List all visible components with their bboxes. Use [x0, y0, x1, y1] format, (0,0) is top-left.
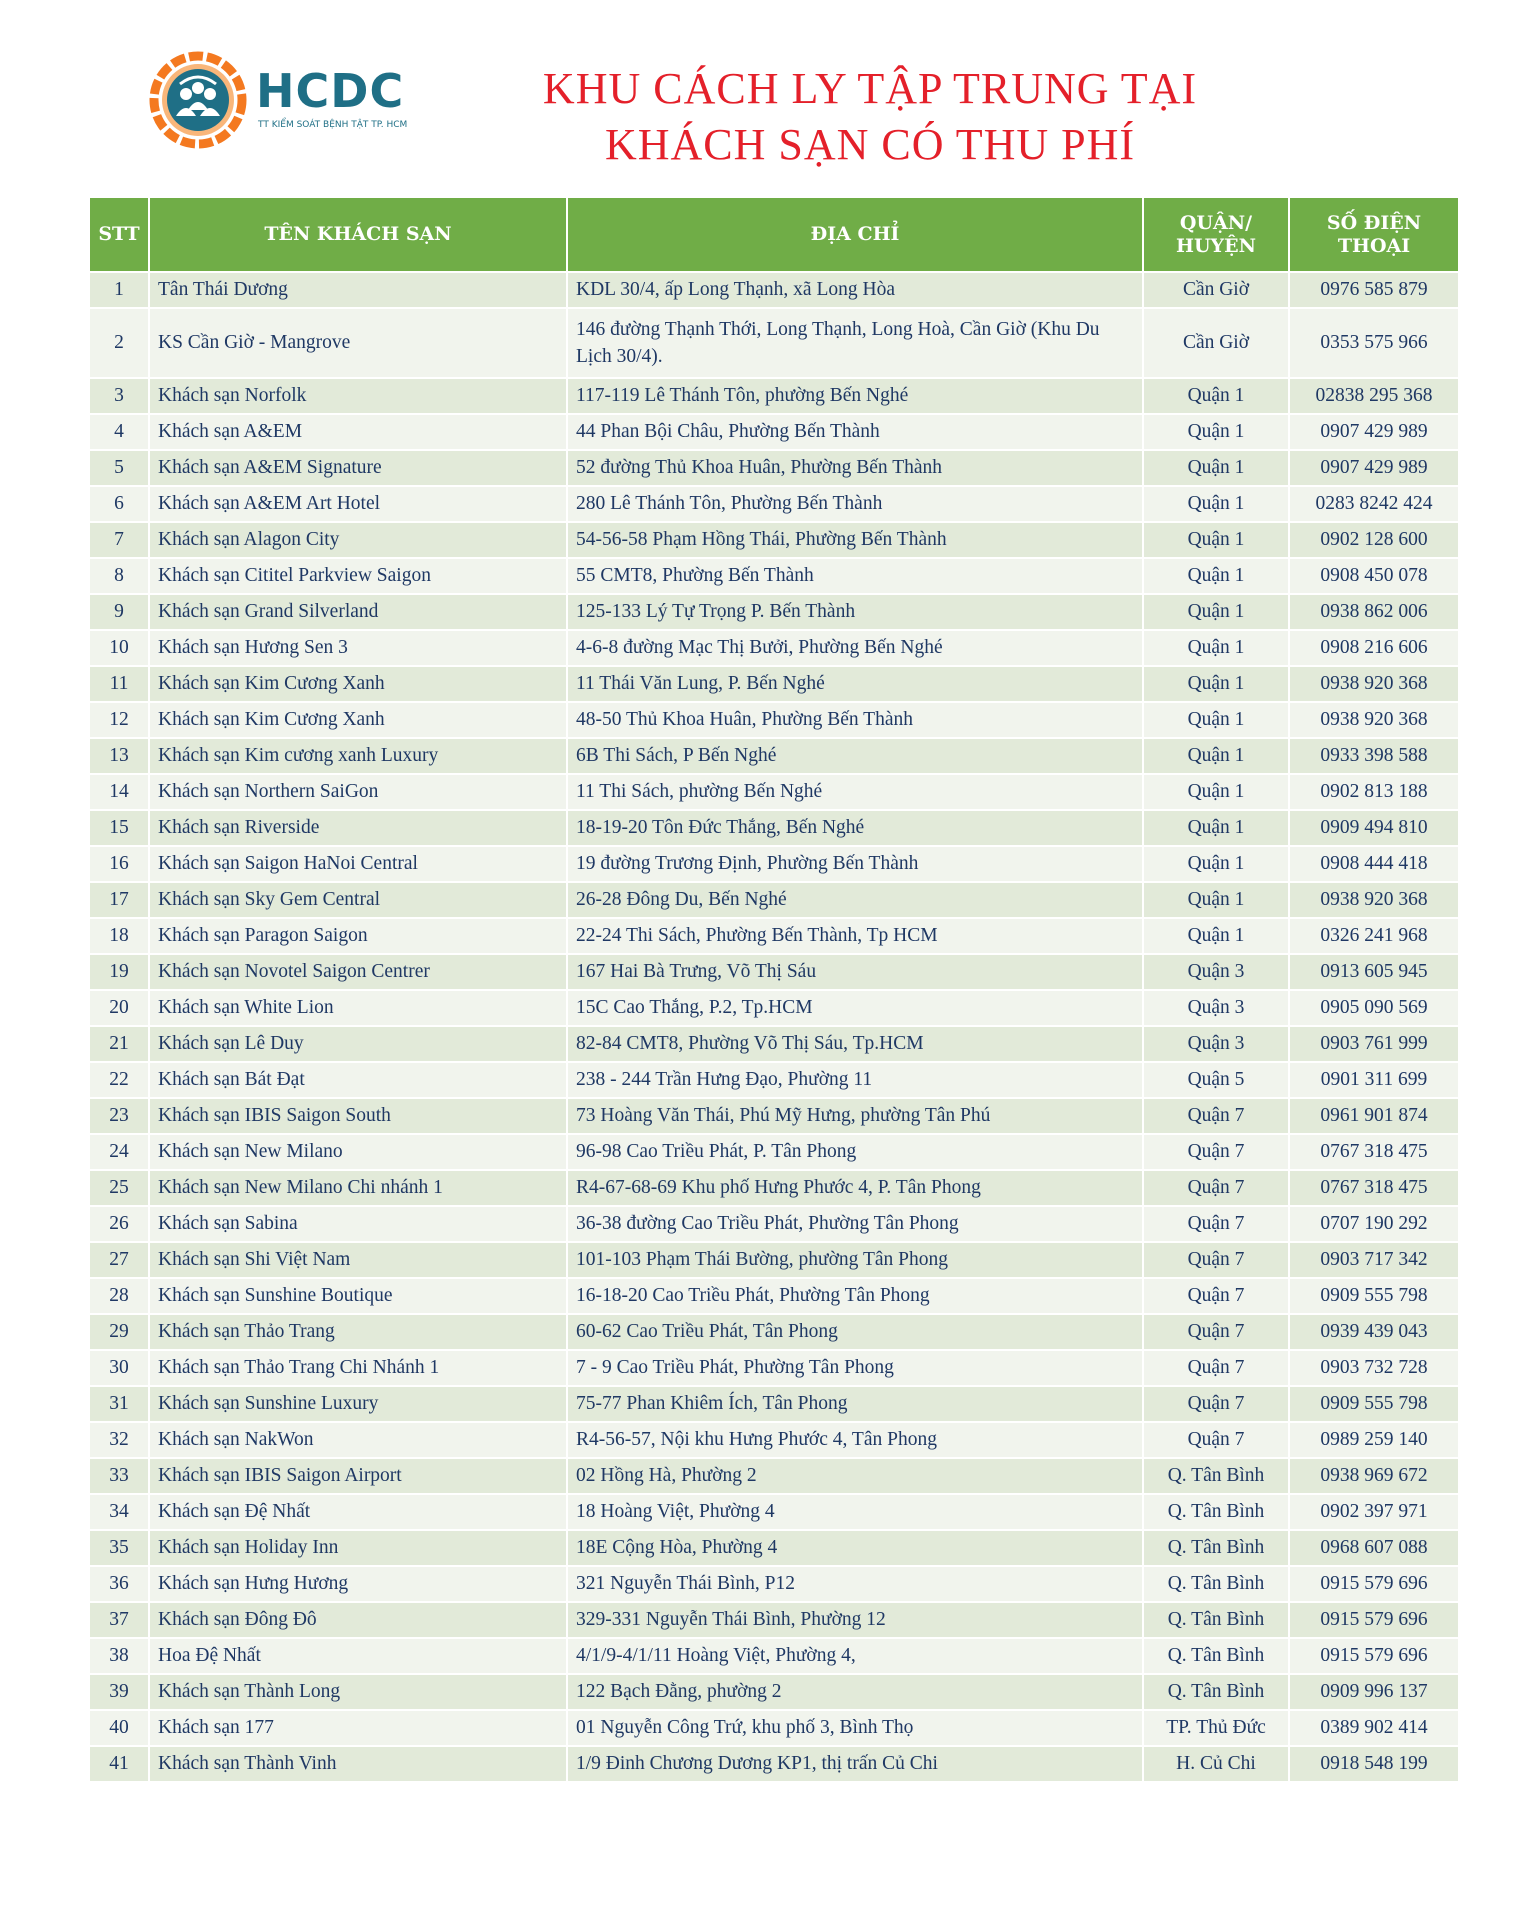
cell-address: 96-98 Cao Triều Phát, P. Tân Phong: [567, 1134, 1143, 1170]
table-row: [89, 810, 1459, 846]
cell-phone: 0918 548 199: [1289, 1746, 1459, 1782]
table-row: [89, 1206, 1459, 1242]
cell-district: Quận 1: [1143, 774, 1289, 810]
cell-phone: 0968 607 088: [1289, 1530, 1459, 1566]
cell-phone: 0915 579 696: [1289, 1638, 1459, 1674]
cell-address: 117-119 Lê Thánh Tôn, phường Bến Nghé: [567, 378, 1143, 414]
table-row: [89, 1170, 1459, 1206]
cell-address: 54-56-58 Phạm Hồng Thái, Phường Bến Thành: [567, 522, 1143, 558]
cell-address: 125-133 Lý Tự Trọng P. Bến Thành: [567, 594, 1143, 630]
cell-stt: 32: [89, 1422, 149, 1458]
cell-district: Quận 1: [1143, 450, 1289, 486]
cell-phone: 0938 862 006: [1289, 594, 1459, 630]
logo-name: HCDC: [256, 64, 405, 118]
cell-address: 22-24 Thi Sách, Phường Bến Thành, Tp HCM: [567, 918, 1143, 954]
cell-stt: 19: [89, 954, 149, 990]
cell-district: Quận 7: [1143, 1350, 1289, 1386]
cell-hotel-name: Khách sạn Đệ Nhất: [149, 1494, 567, 1530]
cell-address: 60-62 Cao Triều Phát, Tân Phong: [567, 1314, 1143, 1350]
cell-phone: 0976 585 879: [1289, 272, 1459, 308]
cell-stt: 4: [89, 414, 149, 450]
cell-address: KDL 30/4, ấp Long Thạnh, xã Long Hòa: [567, 272, 1143, 308]
cell-stt: 20: [89, 990, 149, 1026]
cell-hotel-name: Khách sạn NakWon: [149, 1422, 567, 1458]
cell-phone: 0938 920 368: [1289, 666, 1459, 702]
cell-district: Quận 1: [1143, 738, 1289, 774]
cell-stt: 5: [89, 450, 149, 486]
table-row: [89, 1530, 1459, 1566]
hotel-table: [88, 196, 1460, 1783]
cell-address: 26-28 Đông Du, Bến Nghé: [567, 882, 1143, 918]
cell-district: Quận 7: [1143, 1242, 1289, 1278]
table-row: [89, 1242, 1459, 1278]
cell-district: Quận 1: [1143, 414, 1289, 450]
cell-stt: 29: [89, 1314, 149, 1350]
cell-stt: 2: [89, 308, 149, 378]
cell-district: Quận 1: [1143, 846, 1289, 882]
cell-phone: 0933 398 588: [1289, 738, 1459, 774]
header-district: [1143, 197, 1289, 272]
cell-stt: 25: [89, 1170, 149, 1206]
cell-stt: 18: [89, 918, 149, 954]
cell-hotel-name: Khách sạn Kim Cương Xanh: [149, 702, 567, 738]
cell-hotel-name: KS Cần Giờ - Mangrove: [149, 308, 567, 378]
cell-phone: 0938 969 672: [1289, 1458, 1459, 1494]
cell-phone: 0913 605 945: [1289, 954, 1459, 990]
cell-address: 101-103 Phạm Thái Bường, phường Tân Phong: [567, 1242, 1143, 1278]
cell-district: Quận 7: [1143, 1170, 1289, 1206]
cell-address: R4-67-68-69 Khu phố Hưng Phước 4, P. Tân Phong: [567, 1170, 1143, 1206]
cell-stt: 3: [89, 378, 149, 414]
cell-stt: 22: [89, 1062, 149, 1098]
cell-phone: 0907 429 989: [1289, 414, 1459, 450]
cell-district: Quận 1: [1143, 378, 1289, 414]
cell-address: 280 Lê Thánh Tôn, Phường Bến Thành: [567, 486, 1143, 522]
cell-phone: 0903 761 999: [1289, 1026, 1459, 1062]
cell-stt: 33: [89, 1458, 149, 1494]
header-stt: STT: [89, 197, 149, 272]
table-row: [89, 522, 1459, 558]
table-row: [89, 846, 1459, 882]
cell-stt: 38: [89, 1638, 149, 1674]
table-row: [89, 738, 1459, 774]
cell-address: 11 Thi Sách, phường Bến Nghé: [567, 774, 1143, 810]
cell-stt: 30: [89, 1350, 149, 1386]
cell-hotel-name: Khách sạn Kim cương xanh Luxury: [149, 738, 567, 774]
cell-district: H. Củ Chi: [1143, 1746, 1289, 1782]
cell-address: 02 Hồng Hà, Phường 2: [567, 1458, 1143, 1494]
cell-phone: 0909 494 810: [1289, 810, 1459, 846]
cell-phone: 0915 579 696: [1289, 1602, 1459, 1638]
cell-hotel-name: Hoa Đệ Nhất: [149, 1638, 567, 1674]
table-row: [89, 272, 1459, 308]
cell-phone: 0915 579 696: [1289, 1566, 1459, 1602]
cell-hotel-name: Khách sạn Bát Đạt: [149, 1062, 567, 1098]
cell-address: 36-38 đường Cao Triều Phát, Phường Tân Phong: [567, 1206, 1143, 1242]
cell-district: Q. Tân Bình: [1143, 1530, 1289, 1566]
cell-hotel-name: Khách sạn Kim Cương Xanh: [149, 666, 567, 702]
cell-stt: 9: [89, 594, 149, 630]
cell-address: R4-56-57, Nội khu Hưng Phước 4, Tân Phong: [567, 1422, 1143, 1458]
cell-district: Quận 3: [1143, 954, 1289, 990]
cell-phone: 0902 813 188: [1289, 774, 1459, 810]
cell-district: Q. Tân Bình: [1143, 1674, 1289, 1710]
cell-hotel-name: Khách sạn Thảo Trang: [149, 1314, 567, 1350]
table-row: [89, 1134, 1459, 1170]
cell-district: Quận 1: [1143, 918, 1289, 954]
cell-stt: 14: [89, 774, 149, 810]
cell-address: 4-6-8 đường Mạc Thị Bưởi, Phường Bến Nghé: [567, 630, 1143, 666]
table-row: [89, 1098, 1459, 1134]
cell-hotel-name: Khách sạn Sunshine Boutique: [149, 1278, 567, 1314]
cell-hotel-name: Khách sạn Saigon HaNoi Central: [149, 846, 567, 882]
cell-stt: 6: [89, 486, 149, 522]
cell-phone: 02838 295 368: [1289, 378, 1459, 414]
cell-phone: 0907 429 989: [1289, 450, 1459, 486]
cell-address: 238 - 244 Trần Hưng Đạo, Phường 11: [567, 1062, 1143, 1098]
cell-district: Quận 7: [1143, 1206, 1289, 1242]
cell-address: 75-77 Phan Khiêm Ích, Tân Phong: [567, 1386, 1143, 1422]
hcdc-logo-icon: [148, 50, 248, 150]
cell-district: Quận 7: [1143, 1278, 1289, 1314]
cell-address: 321 Nguyễn Thái Bình, P12: [567, 1566, 1143, 1602]
cell-stt: 39: [89, 1674, 149, 1710]
cell-hotel-name: Khách sạn 177: [149, 1710, 567, 1746]
cell-phone: 0905 090 569: [1289, 990, 1459, 1026]
cell-stt: 12: [89, 702, 149, 738]
table-row: [89, 378, 1459, 414]
cell-hotel-name: Khách sạn Riverside: [149, 810, 567, 846]
cell-district: Q. Tân Bình: [1143, 1602, 1289, 1638]
hcdc-logo: [148, 50, 408, 150]
cell-phone: 0389 902 414: [1289, 1710, 1459, 1746]
cell-hotel-name: Khách sạn Đông Đô: [149, 1602, 567, 1638]
cell-stt: 13: [89, 738, 149, 774]
cell-address: 6B Thi Sách, P Bến Nghé: [567, 738, 1143, 774]
cell-phone: 0901 311 699: [1289, 1062, 1459, 1098]
table-row: [89, 954, 1459, 990]
cell-stt: 11: [89, 666, 149, 702]
cell-hotel-name: Khách sạn White Lion: [149, 990, 567, 1026]
cell-phone: 0961 901 874: [1289, 1098, 1459, 1134]
cell-stt: 24: [89, 1134, 149, 1170]
cell-district: Quận 7: [1143, 1314, 1289, 1350]
cell-phone: 0939 439 043: [1289, 1314, 1459, 1350]
cell-district: Quận 1: [1143, 594, 1289, 630]
cell-address: 19 đường Trương Định, Phường Bến Thành: [567, 846, 1143, 882]
table-row: [89, 1566, 1459, 1602]
cell-district: Quận 5: [1143, 1062, 1289, 1098]
header-phone-line-1: SỐ ĐIỆN: [1326, 211, 1422, 234]
cell-phone: 0938 920 368: [1289, 882, 1459, 918]
cell-address: 48-50 Thủ Khoa Huân, Phường Bến Thành: [567, 702, 1143, 738]
cell-address: 73 Hoàng Văn Thái, Phú Mỹ Hưng, phường Tân Phú: [567, 1098, 1143, 1134]
cell-district: Cần Giờ: [1143, 272, 1289, 308]
cell-address: 44 Phan Bội Châu, Phường Bến Thành: [567, 414, 1143, 450]
cell-district: Quận 1: [1143, 666, 1289, 702]
cell-address: 01 Nguyễn Công Trứ, khu phố 3, Bình Thọ: [567, 1710, 1143, 1746]
cell-hotel-name: Khách sạn Alagon City: [149, 522, 567, 558]
cell-phone: 0908 444 418: [1289, 846, 1459, 882]
cell-phone: 0707 190 292: [1289, 1206, 1459, 1242]
cell-hotel-name: Khách sạn Paragon Saigon: [149, 918, 567, 954]
cell-district: Quận 3: [1143, 990, 1289, 1026]
cell-district: Quận 1: [1143, 702, 1289, 738]
header-address: ĐỊA CHỈ: [567, 197, 1143, 272]
page-title-line-2: KHÁCH SẠN CÓ THU PHÍ: [604, 120, 1136, 169]
cell-district: Cần Giờ: [1143, 308, 1289, 378]
cell-address: 329-331 Nguyễn Thái Bình, Phường 12: [567, 1602, 1143, 1638]
cell-stt: 7: [89, 522, 149, 558]
cell-hotel-name: Khách sạn A&EM Art Hotel: [149, 486, 567, 522]
cell-address: 16-18-20 Cao Triều Phát, Phường Tân Phong: [567, 1278, 1143, 1314]
table-row: [89, 1026, 1459, 1062]
cell-hotel-name: Khách sạn Sky Gem Central: [149, 882, 567, 918]
cell-phone: 0938 920 368: [1289, 702, 1459, 738]
cell-hotel-name: Khách sạn Holiday Inn: [149, 1530, 567, 1566]
cell-district: Quận 1: [1143, 882, 1289, 918]
table-row: [89, 1746, 1459, 1782]
cell-stt: 21: [89, 1026, 149, 1062]
table-row: [89, 1062, 1459, 1098]
table-row: [89, 486, 1459, 522]
table-row: [89, 1350, 1459, 1386]
cell-stt: 28: [89, 1278, 149, 1314]
cell-stt: 1: [89, 272, 149, 308]
table-row: [89, 702, 1459, 738]
cell-hotel-name: Khách sạn Thành Long: [149, 1674, 567, 1710]
table-row: [89, 630, 1459, 666]
table-row: [89, 774, 1459, 810]
cell-phone: 0909 555 798: [1289, 1386, 1459, 1422]
table-row: [89, 558, 1459, 594]
table-row: [89, 882, 1459, 918]
table-row: [89, 1674, 1459, 1710]
cell-district: Quận 1: [1143, 630, 1289, 666]
table-row: [89, 1422, 1459, 1458]
cell-address: 167 Hai Bà Trưng, Võ Thị Sáu: [567, 954, 1143, 990]
cell-hotel-name: Khách sạn Thành Vinh: [149, 1746, 567, 1782]
logo-subtitle: TT KIỂM SOÁT BỆNH TẬT TP. HCM: [258, 120, 408, 130]
cell-phone: 0353 575 966: [1289, 308, 1459, 378]
cell-address: 122 Bạch Đằng, phường 2: [567, 1674, 1143, 1710]
cell-phone: 0902 128 600: [1289, 522, 1459, 558]
cell-stt: 36: [89, 1566, 149, 1602]
cell-stt: 15: [89, 810, 149, 846]
cell-phone: 0908 216 606: [1289, 630, 1459, 666]
table-row: [89, 1494, 1459, 1530]
table-body: [89, 272, 1459, 1782]
cell-stt: 17: [89, 882, 149, 918]
cell-hotel-name: Khách sạn Sabina: [149, 1206, 567, 1242]
header-district-line-1: QUẬN/: [1179, 211, 1253, 234]
cell-stt: 41: [89, 1746, 149, 1782]
cell-phone: 0909 996 137: [1289, 1674, 1459, 1710]
table-row: [89, 918, 1459, 954]
table-row: [89, 666, 1459, 702]
table-row: [89, 1638, 1459, 1674]
cell-hotel-name: Khách sạn IBIS Saigon Airport: [149, 1458, 567, 1494]
cell-stt: 31: [89, 1386, 149, 1422]
cell-hotel-name: Khách sạn A&EM: [149, 414, 567, 450]
cell-hotel-name: Khách sạn Novotel Saigon Centrer: [149, 954, 567, 990]
table-row: [89, 1278, 1459, 1314]
table-row: [89, 990, 1459, 1026]
cell-stt: 10: [89, 630, 149, 666]
cell-phone: 0767 318 475: [1289, 1170, 1459, 1206]
cell-address: 18E Cộng Hòa, Phường 4: [567, 1530, 1143, 1566]
cell-hotel-name: Khách sạn Northern SaiGon: [149, 774, 567, 810]
cell-phone: 0909 555 798: [1289, 1278, 1459, 1314]
cell-address: 18 Hoàng Việt, Phường 4: [567, 1494, 1143, 1530]
table-row: [89, 1602, 1459, 1638]
cell-hotel-name: Khách sạn Grand Silverland: [149, 594, 567, 630]
cell-phone: 0902 397 971: [1289, 1494, 1459, 1530]
cell-district: Quận 1: [1143, 486, 1289, 522]
cell-district: Quận 7: [1143, 1134, 1289, 1170]
cell-address: 4/1/9-4/1/11 Hoàng Việt, Phường 4,: [567, 1638, 1143, 1674]
cell-stt: 26: [89, 1206, 149, 1242]
cell-address: 1/9 Đinh Chương Dương KP1, thị trấn Củ Chi: [567, 1746, 1143, 1782]
table-row: [89, 1314, 1459, 1350]
table-row: [89, 308, 1459, 378]
cell-stt: 8: [89, 558, 149, 594]
cell-district: Quận 7: [1143, 1386, 1289, 1422]
cell-hotel-name: Khách sạn Norfolk: [149, 378, 567, 414]
cell-phone: 0767 318 475: [1289, 1134, 1459, 1170]
cell-hotel-name: Khách sạn New Milano: [149, 1134, 567, 1170]
header-name: TÊN KHÁCH SẠN: [149, 197, 567, 272]
cell-address: 82-84 CMT8, Phường Võ Thị Sáu, Tp.HCM: [567, 1026, 1143, 1062]
cell-stt: 37: [89, 1602, 149, 1638]
header-phone-line-2: THOẠI: [1337, 234, 1411, 257]
cell-phone: 0903 732 728: [1289, 1350, 1459, 1386]
cell-district: Quận 7: [1143, 1422, 1289, 1458]
cell-district: Q. Tân Bình: [1143, 1638, 1289, 1674]
cell-hotel-name: Khách sạn Cititel Parkview Saigon: [149, 558, 567, 594]
table-row: [89, 594, 1459, 630]
cell-hotel-name: Khách sạn Hương Sen 3: [149, 630, 567, 666]
cell-stt: 40: [89, 1710, 149, 1746]
table-row: [89, 1458, 1459, 1494]
cell-address: 146 đường Thạnh Thới, Long Thạnh, Long Hoà, Cần Giờ (Khu Du Lịch 30/4).: [567, 308, 1143, 378]
cell-district: Q. Tân Bình: [1143, 1494, 1289, 1530]
cell-address: 7 - 9 Cao Triều Phát, Phường Tân Phong: [567, 1350, 1143, 1386]
cell-stt: 35: [89, 1530, 149, 1566]
table-row: [89, 1710, 1459, 1746]
cell-stt: 16: [89, 846, 149, 882]
cell-hotel-name: Khách sạn New Milano Chi nhánh 1: [149, 1170, 567, 1206]
cell-district: Quận 3: [1143, 1026, 1289, 1062]
cell-district: TP. Thủ Đức: [1143, 1710, 1289, 1746]
table-header-row: [89, 197, 1459, 272]
cell-hotel-name: Khách sạn Hưng Hương: [149, 1566, 567, 1602]
cell-hotel-name: Khách sạn Thảo Trang Chi Nhánh 1: [149, 1350, 567, 1386]
table-row: [89, 450, 1459, 486]
cell-stt: 34: [89, 1494, 149, 1530]
page-title-line-1: KHU CÁCH LY TẬP TRUNG TẠI: [542, 64, 1198, 113]
cell-district: Quận 7: [1143, 1098, 1289, 1134]
cell-district: Quận 1: [1143, 558, 1289, 594]
cell-phone: 0283 8242 424: [1289, 486, 1459, 522]
cell-address: 55 CMT8, Phường Bến Thành: [567, 558, 1143, 594]
cell-hotel-name: Khách sạn Shi Việt Nam: [149, 1242, 567, 1278]
cell-hotel-name: Khách sạn IBIS Saigon South: [149, 1098, 567, 1134]
cell-stt: 23: [89, 1098, 149, 1134]
cell-address: 15C Cao Thắng, P.2, Tp.HCM: [567, 990, 1143, 1026]
cell-phone: 0989 259 140: [1289, 1422, 1459, 1458]
cell-district: Q. Tân Bình: [1143, 1458, 1289, 1494]
cell-hotel-name: Khách sạn A&EM Signature: [149, 450, 567, 486]
header-district-line-2: HUYỆN: [1176, 234, 1256, 257]
cell-phone: 0903 717 342: [1289, 1242, 1459, 1278]
cell-district: Quận 1: [1143, 522, 1289, 558]
cell-stt: 27: [89, 1242, 149, 1278]
cell-address: 18-19-20 Tôn Đức Thắng, Bến Nghé: [567, 810, 1143, 846]
cell-address: 11 Thái Văn Lung, P. Bến Nghé: [567, 666, 1143, 702]
cell-address: 52 đường Thủ Khoa Huân, Phường Bến Thành: [567, 450, 1143, 486]
cell-district: Q. Tân Bình: [1143, 1566, 1289, 1602]
cell-district: Quận 1: [1143, 810, 1289, 846]
cell-hotel-name: Khách sạn Lê Duy: [149, 1026, 567, 1062]
cell-hotel-name: Khách sạn Sunshine Luxury: [149, 1386, 567, 1422]
cell-hotel-name: Tân Thái Dương: [149, 272, 567, 308]
cell-phone: 0908 450 078: [1289, 558, 1459, 594]
header-phone: [1289, 197, 1459, 272]
table-row: [89, 414, 1459, 450]
table-row: [89, 1386, 1459, 1422]
cell-phone: 0326 241 968: [1289, 918, 1459, 954]
